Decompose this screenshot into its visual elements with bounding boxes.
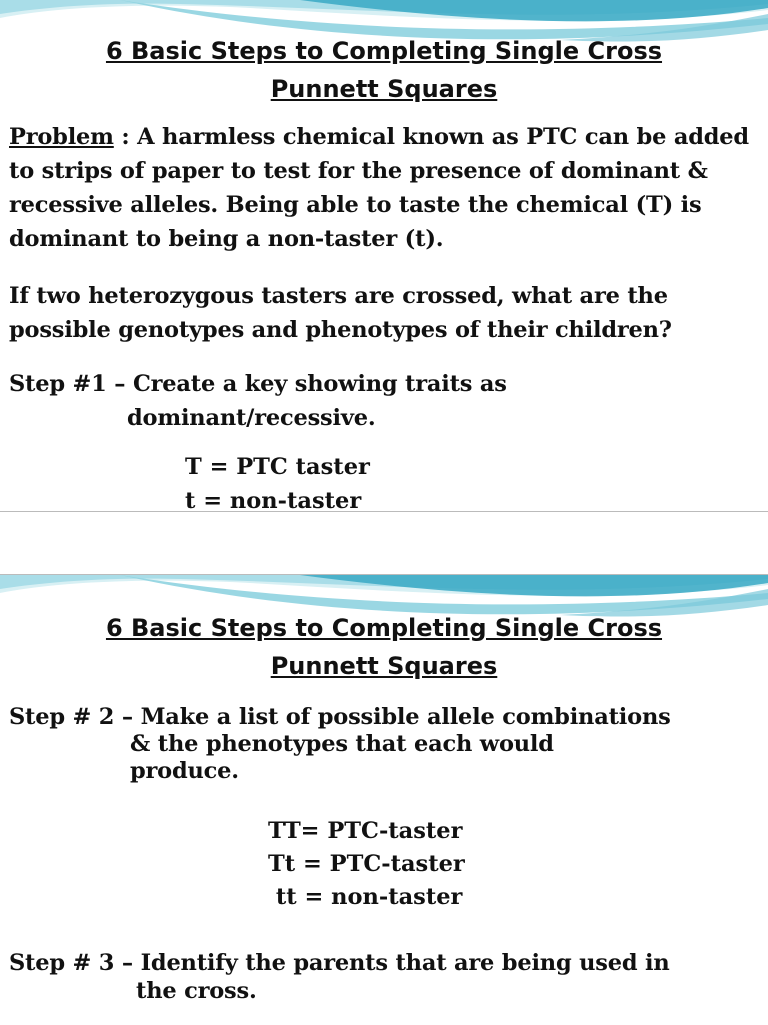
problem-text: : A harmless chemical known as PTC can be added to strips of paper to test for the presence of dominant & recessive alleles. Being able to taste the chemical (T) is dominant to being a non-taster (t).	[9, 124, 749, 252]
step-2-line-2: & the phenotypes that each would	[130, 731, 554, 757]
question-paragraph: If two heterozygous tasters are crossed, what are the possible genotypes and phenotypes of their children?	[9, 283, 672, 343]
slide-title-line-2: Punnett Squares	[270, 652, 498, 680]
problem-label: Problem	[9, 124, 114, 150]
combo-homozygous-dominant: TT= PTC-taster	[268, 818, 463, 844]
step-2-line-1: Step # 2 – Make a list of possible allele combinations	[9, 704, 671, 730]
step-1-line-2: dominant/recessive.	[127, 405, 376, 431]
slide-separator	[0, 512, 768, 574]
problem-paragraph	[9, 120, 759, 256]
key-item-recessive: t = non-taster	[185, 488, 362, 512]
key-item-dominant: T = PTC taster	[185, 454, 370, 480]
slide-title-line-1: 6 Basic Steps to Completing Single Cross	[105, 614, 663, 642]
step-2-line-3: produce.	[130, 758, 239, 784]
slide-2	[0, 574, 768, 1025]
slide-title-line-1: 6 Basic Steps to Completing Single Cross	[105, 37, 663, 65]
combo-heterozygous: Tt = PTC-taster	[268, 851, 465, 877]
slide-title-line-2: Punnett Squares	[270, 75, 498, 103]
step-1-line-1: Step #1 – Create a key showing traits as	[9, 371, 507, 397]
slide-1	[0, 0, 768, 512]
step-3-line-1: Step # 3 – Identify the parents that are being used in	[9, 950, 670, 976]
combo-homozygous-recessive: tt = non-taster	[268, 884, 463, 910]
step-3-line-2: the cross.	[136, 978, 257, 1004]
